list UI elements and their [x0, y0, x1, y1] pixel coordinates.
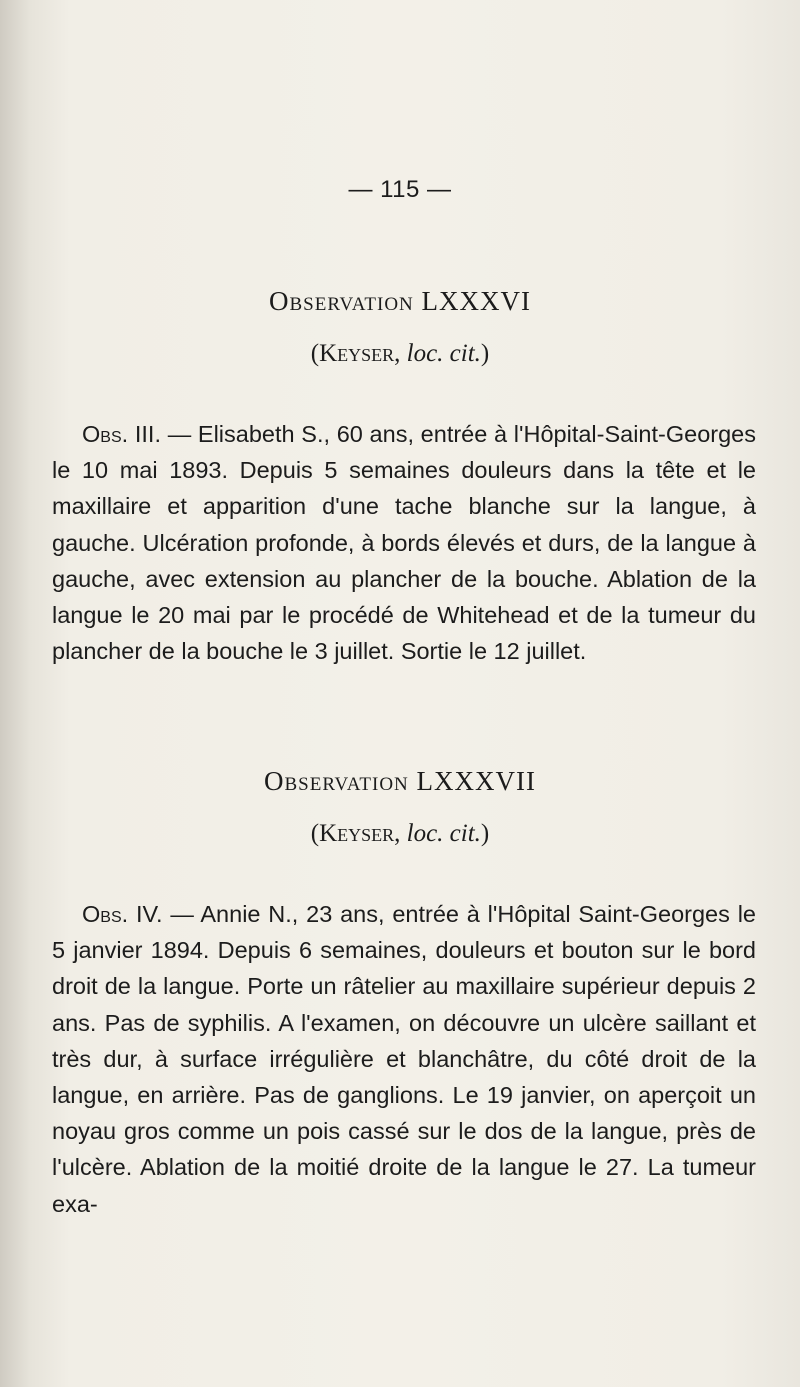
- observation-source: (Keyser, loc. cit.): [310, 820, 490, 847]
- page-number: — 115 —: [348, 176, 452, 203]
- observation-heading-prefix: Observation: [269, 286, 414, 316]
- observation-heading-prefix: Observation: [264, 766, 409, 796]
- observation-source: (Keyser, loc. cit.): [310, 340, 490, 367]
- observation-heading-number: LXXXVII: [416, 766, 536, 796]
- obs-label: Obs. IV.: [82, 901, 163, 927]
- observation-paragraph: [52, 896, 756, 1222]
- observation-paragraph: [52, 416, 756, 669]
- source-reference: loc. cit.: [406, 340, 481, 367]
- source-author: Keyser,: [319, 340, 401, 367]
- observation-heading: [0, 766, 800, 797]
- obs-label: Obs. III.: [82, 421, 161, 447]
- observation-text: — Annie N., 23 ans, entrée à l'Hôpital Saint-Georges le 5 janvier 1894. Depuis 6 semaines, douleurs et bouton sur le bord droit de la langue. Porte un râtelier au maxillaire supérieur depuis 2 ans. Pas de syphilis. A l'examen, on découvre un ulcère saillant et très dur, à surface irrégulière et blanchâtre, du côté droit de la langue, en arrière. Pas de ganglions. Le 19 janvier, on aperçoit un noyau gros comme un pois cassé sur le dos de la langue, près de l'ulcère. Ablation de la moitié droite de la langue le 27. La tumeur exa-: [52, 901, 756, 1217]
- source-reference: loc. cit.: [406, 820, 481, 847]
- source-author: Keyser,: [319, 820, 401, 847]
- observation-heading: [0, 286, 800, 317]
- observation-text: — Elisabeth S., 60 ans, entrée à l'Hôpital-Saint-Georges le 10 mai 1893. Depuis 5 semaines douleurs dans la tête et le maxillaire et apparition d'une tache blanche sur la langue, à gauche. Ulcération profonde, à bords élevés et durs, de la langue à gauche, avec extension au plancher de la bouche. Ablation de la langue le 20 mai par le procédé de Whitehead et de la tumeur du plancher de la bouche le 3 juillet. Sortie le 12 juillet.: [52, 421, 756, 665]
- observation-heading-number: LXXXVI: [421, 286, 531, 316]
